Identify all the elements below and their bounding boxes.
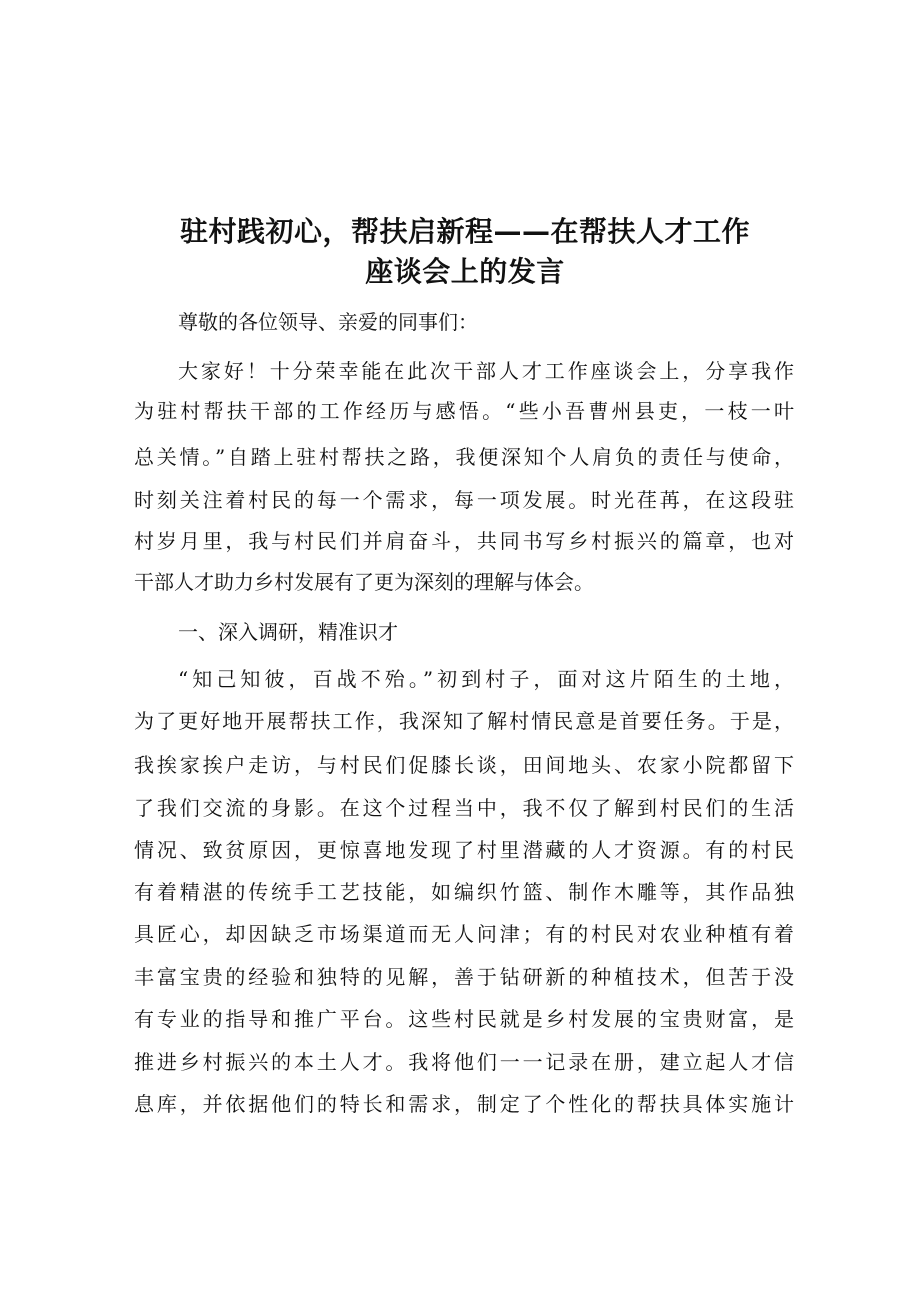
paragraph-2-line-7: 具匠心，却因缺乏市场渠道而无人问津；有的村民对农业种植有着 — [134, 922, 794, 946]
paragraph-2-line-9: 有专业的指导和推广平台。这些村民就是乡村发展的宝贵财富，是 — [134, 1007, 794, 1031]
paragraph-1-line-5: 村岁月里，我与村民们并肩奋斗，共同书写乡村振兴的篇章，也对 — [134, 529, 794, 553]
paragraph-1-line-1: 大家好！十分荣幸能在此次干部人才工作座谈会上，分享我作 — [178, 359, 794, 383]
paragraph-2-line-6: 有着精湛的传统手工艺技能，如编织竹篮、制作木雕等，其作品独 — [134, 880, 794, 904]
paragraph-2-line-2: 为了更好地开展帮扶工作，我深知了解村情民意是首要任务。于是， — [134, 709, 794, 733]
paragraph-1-line-3: 总关情。”自踏上驻村帮扶之路，我便深知个人肩负的责任与使命， — [134, 445, 794, 469]
paragraph-2-line-5: 情况、致贫原因，更惊喜地发现了村里潜藏的人才资源。有的村民 — [134, 838, 794, 862]
paragraph-1-line-6: 干部人才助力乡村发展有了更为深刻的理解与体会。 — [134, 570, 594, 594]
salutation: 尊敬的各位领导、亲爱的同事们： — [178, 310, 478, 334]
section-1-heading: 一、深入调研，精准识才 — [178, 620, 398, 644]
paragraph-2-line-8: 丰富宝贵的经验和独特的见解，善于钻研新的种植技术，但苦于没 — [134, 965, 794, 989]
paragraph-2-line-4: 了我们交流的身影。在这个过程当中，我不仅了解到村民们的生活 — [134, 796, 794, 820]
paragraph-2-line-10: 推进乡村振兴的本土人才。我将他们一一记录在册，建立起人才信 — [134, 1050, 794, 1074]
title-line-1: 驻村践初心，帮扶启新程——在帮扶人才工作 — [179, 215, 750, 248]
paragraph-1-line-2: 为驻村帮扶干部的工作经历与感悟。“些小吾曹州县吏，一枝一叶 — [134, 399, 794, 423]
paragraph-1-line-4: 时刻关注着村民的每一个需求，每一项发展。时光荏苒，在这段驻 — [134, 488, 794, 512]
paragraph-2-line-11: 息库，并依据他们的特长和需求，制定了个性化的帮扶具体实施计 — [134, 1092, 794, 1116]
paragraph-2-line-3: 我挨家挨户走访，与村民们促膝长谈，田间地头、农家小院都留下 — [134, 753, 794, 777]
title-line-2: 座谈会上的发言 — [365, 255, 565, 288]
paragraph-2-line-1: “知己知彼，百战不殆。”初到村子，面对这片陌生的土地， — [178, 667, 794, 691]
